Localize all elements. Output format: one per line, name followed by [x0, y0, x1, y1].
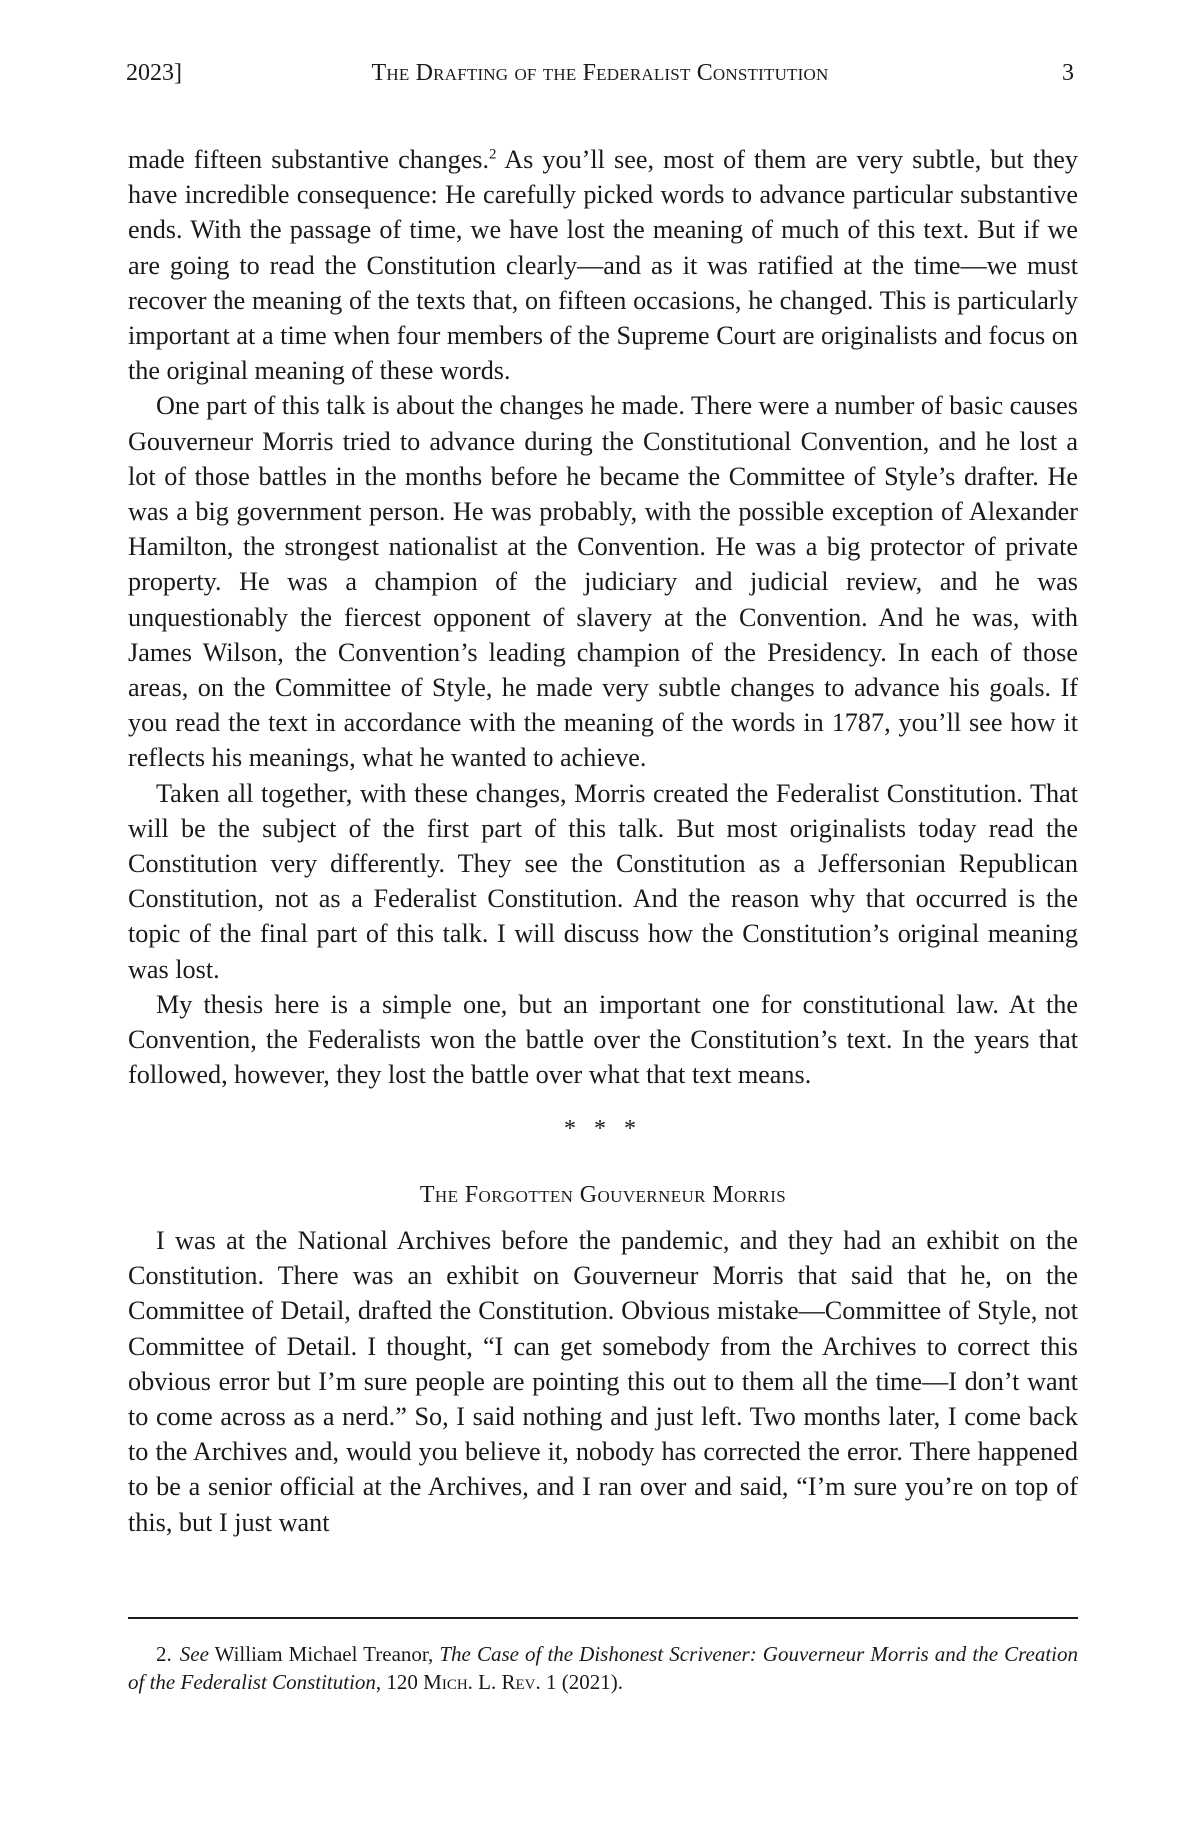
footnote-2: [128, 1640, 1078, 1696]
paragraph-4: My thesis here is a simple one, but an important one for constitutional law. At the Convention, the Federalists won the battle over the Constitution’s text. In the years that followed, however, they lost the battle over what that text means.: [128, 989, 1078, 1090]
footnote-number: 2.: [156, 1642, 172, 1666]
paragraph-1-after-note: As you’ll see, most of them are very subtle, but they have incredible consequence: He carefully picked words to advance particular substantive ends. With the passage of time, we have lost the meaning of much of this text. But if we are going to read the Constitution clearly—and as it was ratified at the time—we must recover the meaning of the texts that, on fifteen occasions, he changed. This is particularly important at a time when four members of the Supreme Court are originalists and focus on the original meaning of these words.: [128, 145, 1079, 386]
footnotes: [128, 1640, 1078, 1696]
footnote-divider: [128, 1617, 1078, 1619]
running-head: [126, 58, 1074, 98]
body-text: [128, 142, 1078, 1540]
paragraph-2: One part of this talk is about the changes he made. There were a number of basic causes Gouverneur Morris tried to advance during the Constitutional Convention, and he lost a lot of those battles in the months before he became the Committee of Style’s drafter. He was a big government person. He was probably, with the possible exception of Alexander Hamilton, the strongest nationalist at the Convention. He was a big protector of private property. He was a champion of the judiciary and judicial review, and he was unquestionably the fiercest opponent of slavery at the Convention. And he was, with James Wilson, the Convention’s leading champion of the Presidency. In each of those areas, on the Committee of Style, he made very subtle changes to advance his goals. If you read the text in accordance with the meaning of the words in 1787, you’ll see how it reflects his meanings, what he wanted to achieve.: [128, 391, 1078, 773]
footnote-author: William Michael Treanor,: [208, 1642, 440, 1666]
page-number: 3: [1062, 60, 1074, 86]
footnote-reference-2[interactable]: 2: [489, 146, 497, 163]
paragraph-3: Taken all together, with these changes, Morris created the Federalist Constitution. That will be the subject of the first part of this talk. But most originalists today read the Constitution very differently. They see the Constitution as a Jeffersonian Republican Constitution, not as a Federalist Constitution. And the reason why that occurred is the topic of the final part of this talk. I will discuss how the Constitution’s original meaning was lost.: [128, 778, 1078, 984]
footnote-volume: , 120: [375, 1670, 424, 1694]
running-head-year: 2023]: [126, 60, 182, 86]
footnote-pin-cite: 1 (2021).: [540, 1670, 624, 1694]
paragraph-1: [128, 142, 1078, 388]
footnote-signal: See: [179, 1642, 209, 1666]
section-heading: The Forgotten Gouverneur Morris: [419, 1181, 787, 1208]
footnote-article-title: The Case of the Dishonest Scrivener: Gouverneur Morris and the Creation of the Federalist Constitution: [128, 1642, 1078, 1694]
section-separator: * * *: [564, 1116, 642, 1143]
paragraph-1-before-note: made fifteen substantive changes.: [128, 145, 490, 174]
footnote-journal: Mich. L. Rev.: [423, 1670, 541, 1694]
running-head-title: The Drafting of the Federalist Constitution: [371, 60, 829, 86]
paragraph-5: I was at the National Archives before the pandemic, and they had an exhibit on the Constitution. There was an exhibit on Gouverneur Morris that said that he, on the Committee of Detail, drafted the Constitution. Obvious mistake—Committee of Style, not Committee of Detail. I thought, “I can get somebody from the Archives to correct this obvious error but I’m sure people are pointing this out to them all the time—I don’t want to come across as a nerd.” So, I said nothing and just left. Two months later, I come back to the Archives and, would you believe it, nobody has corrected the error. There happened to be a senior official at the Archives, and I ran over and said, “I’m sure you’re on top of this, but I just want: [128, 1225, 1078, 1537]
